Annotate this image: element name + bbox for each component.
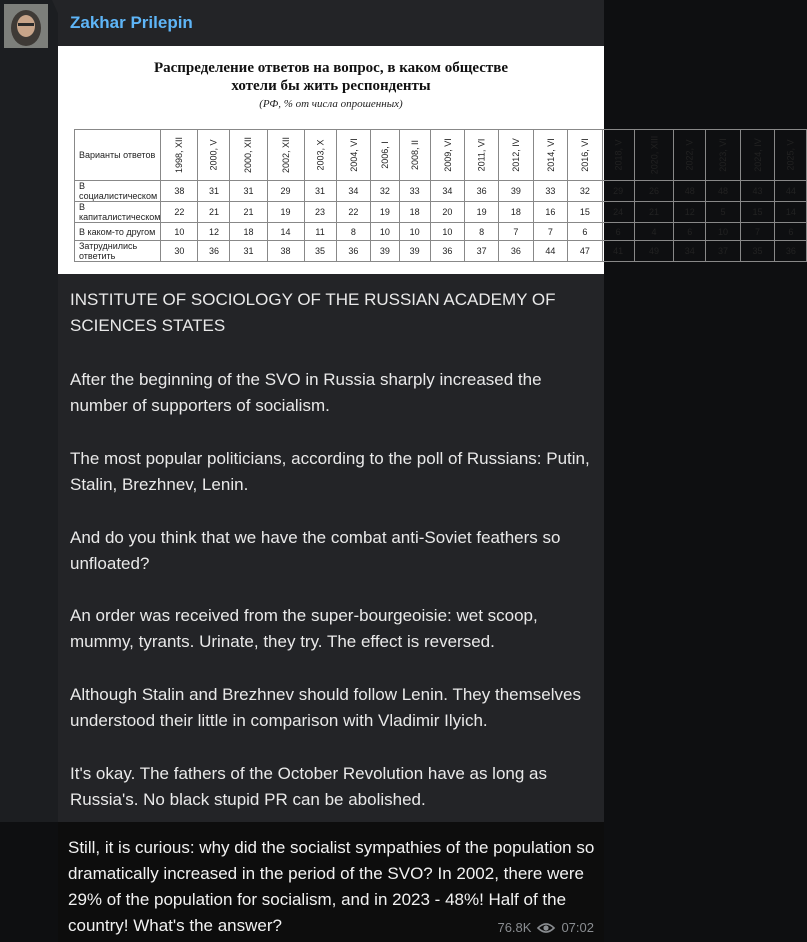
- table-cell: 23: [304, 202, 336, 223]
- table-cell: 22: [336, 202, 371, 223]
- table-cell: 7: [740, 223, 775, 241]
- table-cell: 6: [602, 223, 634, 241]
- view-count: 76.8K: [497, 920, 532, 935]
- table-cell: 36: [430, 241, 465, 262]
- table-cell: 33: [533, 181, 568, 202]
- table-cell: 24: [602, 202, 634, 223]
- year-label: 2009, VI: [442, 138, 453, 172]
- table-cell: 15: [568, 202, 603, 223]
- year-header: [740, 130, 775, 181]
- table-cell: 21: [634, 202, 674, 223]
- year-header: [634, 130, 674, 181]
- post-paragraph-5: An order was received from the super-bourgeoisie: wet scoop, mummy, tyrants. Urinate, they try. The effect is reversed.: [70, 606, 538, 651]
- table-cell: 41: [602, 241, 634, 262]
- table-cell: 19: [371, 202, 400, 223]
- table-cell: 14: [775, 202, 807, 223]
- year-label: 2020, XIII: [648, 135, 659, 175]
- year-header: [371, 130, 400, 181]
- year-label: 2023, VI: [718, 138, 729, 172]
- year-header: [674, 130, 706, 181]
- table-cell: 10: [430, 223, 465, 241]
- post-paragraph-4: And do you think that we have the combat anti-Soviet feathers so unfloated?: [70, 528, 561, 573]
- table-cell: 18: [399, 202, 430, 223]
- table-cell: 10: [371, 223, 400, 241]
- table-cell: 6: [568, 223, 603, 241]
- message-meta: [497, 920, 594, 935]
- table-cell: 47: [568, 241, 603, 262]
- year-label: 2022, V: [684, 139, 695, 171]
- year-label: 2014, VI: [545, 138, 556, 172]
- year-header: [267, 130, 304, 181]
- table-cell: 44: [533, 241, 568, 262]
- table-cell: 20: [430, 202, 465, 223]
- table-cell: 38: [161, 181, 198, 202]
- year-header: [775, 130, 807, 181]
- table-cell: 36: [499, 241, 534, 262]
- row-label: В капиталистическом: [75, 202, 161, 223]
- table-cell: 11: [304, 223, 336, 241]
- row-label: В социалистическом: [75, 181, 161, 202]
- table-cell: 31: [304, 181, 336, 202]
- year-header: [430, 130, 465, 181]
- table-cell: 39: [499, 181, 534, 202]
- table-cell: 36: [775, 241, 807, 262]
- post-paragraph-8: Still, it is curious: why did the socialist sympathies of the population so dramatically increased in the period of the SVO? In 2002, there were 29% of the population for socialism, and in 2023 - 48%! Half of the country! What's the answer?: [68, 838, 595, 935]
- table-cell: 37: [706, 241, 741, 262]
- post-paragraph-1: INSTITUTE OF SOCIOLOGY OF THE RUSSIAN ACADEMY OF SCIENCES STATES: [70, 290, 556, 335]
- figure-subtitle: (РФ, % от числа опрошенных): [259, 98, 403, 110]
- year-label: 2016, VI: [579, 138, 590, 172]
- table-cell: 19: [267, 202, 304, 223]
- table-cell: 7: [499, 223, 534, 241]
- post-paragraph-6: Although Stalin and Brezhnev should follow Lenin. They themselves understood their little in comparison with Vladimir Ilyich.: [70, 685, 581, 730]
- poll-figure-image[interactable]: [58, 46, 796, 274]
- year-header: [499, 130, 534, 181]
- table-row: [75, 223, 807, 241]
- avatar[interactable]: [4, 4, 48, 48]
- table-cell: 18: [499, 202, 534, 223]
- table-cell: 6: [674, 223, 706, 241]
- table-cell: 26: [634, 181, 674, 202]
- year-label: 2006, I: [379, 141, 390, 169]
- table-cell: 15: [740, 202, 775, 223]
- chat-left-strip: [0, 0, 58, 822]
- table-cell: 35: [304, 241, 336, 262]
- table-cell: 22: [161, 202, 198, 223]
- table-cell: 39: [399, 241, 430, 262]
- table-cell: 10: [399, 223, 430, 241]
- table-cell: 12: [674, 202, 706, 223]
- table-cell: 49: [634, 241, 674, 262]
- table-cell: 38: [267, 241, 304, 262]
- year-header: [465, 130, 499, 181]
- year-label: 2002, XII: [280, 136, 291, 174]
- table-cell: 5: [706, 202, 741, 223]
- year-label: 2003, X: [315, 139, 326, 171]
- table-cell: 10: [161, 223, 198, 241]
- year-label: 2008, II: [409, 139, 420, 171]
- year-label: 2018, V: [613, 139, 624, 171]
- table-row: [75, 202, 807, 223]
- avatar-image: [4, 4, 48, 48]
- table-cell: 14: [267, 223, 304, 241]
- table-cell: 34: [674, 241, 706, 262]
- table-header-label: Варианты ответов: [75, 130, 161, 181]
- figure-title-line1: Распределение ответов на вопрос, в каком обществе: [153, 60, 509, 76]
- year-header: [304, 130, 336, 181]
- table-cell: 6: [775, 223, 807, 241]
- table-cell: 19: [465, 202, 499, 223]
- table-cell: 4: [634, 223, 674, 241]
- table-cell: 21: [230, 202, 267, 223]
- year-header: [533, 130, 568, 181]
- post-paragraph-7: It's okay. The fathers of the October Revolution have as long as Russia's. No black stupid PR can be abolished.: [70, 764, 547, 809]
- year-label: 2011, VI: [476, 138, 487, 172]
- table-cell: 33: [399, 181, 430, 202]
- table-cell: 44: [775, 181, 807, 202]
- year-label: 2000, XII: [243, 136, 254, 174]
- year-label: 2004, VI: [348, 138, 359, 172]
- table-cell: 35: [740, 241, 775, 262]
- table-cell: 31: [198, 181, 230, 202]
- post-paragraph-2: After the beginning of the SVO in Russia sharply increased the number of supporters of socialism.: [70, 370, 542, 415]
- table-cell: 29: [602, 181, 634, 202]
- table-cell: 32: [371, 181, 400, 202]
- figure-title-line2: хотели бы жить респонденты: [231, 78, 431, 94]
- table-cell: 31: [230, 181, 267, 202]
- poll-table: [74, 129, 807, 262]
- row-label: Затруднились ответить: [75, 241, 161, 262]
- year-label: 1998, XII: [174, 136, 185, 174]
- table-cell: 48: [674, 181, 706, 202]
- table-cell: 8: [336, 223, 371, 241]
- row-label: В каком-то другом: [75, 223, 161, 241]
- table-cell: 30: [161, 241, 198, 262]
- post-paragraph-3: The most popular politicians, according to the poll of Russians: Putin, Stalin, Brezhnev, Lenin.: [70, 449, 590, 494]
- table-cell: 31: [230, 241, 267, 262]
- table-cell: 18: [230, 223, 267, 241]
- table-cell: 48: [706, 181, 741, 202]
- year-header: [568, 130, 603, 181]
- table-cell: 37: [465, 241, 499, 262]
- message-time: 07:02: [561, 920, 594, 935]
- table-cell: 16: [533, 202, 568, 223]
- table-cell: 8: [465, 223, 499, 241]
- table-row: [75, 181, 807, 202]
- table-cell: 43: [740, 181, 775, 202]
- table-cell: 36: [465, 181, 499, 202]
- table-cell: 32: [568, 181, 603, 202]
- year-label: 2024, IV: [752, 138, 763, 172]
- year-header: [706, 130, 741, 181]
- table-cell: 39: [371, 241, 400, 262]
- table-cell: 7: [533, 223, 568, 241]
- table-cell: 36: [336, 241, 371, 262]
- table-cell: 29: [267, 181, 304, 202]
- year-label: 2000, V: [208, 139, 219, 171]
- table-cell: 34: [336, 181, 371, 202]
- year-label: 2012, IV: [510, 138, 521, 172]
- year-header: [161, 130, 198, 181]
- eye-icon: [537, 922, 555, 934]
- table-cell: 36: [198, 241, 230, 262]
- year-header: [399, 130, 430, 181]
- year-header: [198, 130, 230, 181]
- year-header: [602, 130, 634, 181]
- year-label: 2025, V: [785, 139, 796, 171]
- channel-name[interactable]: Zakhar Prilepin: [70, 13, 193, 32]
- year-header: [230, 130, 267, 181]
- table-cell: 21: [198, 202, 230, 223]
- table-cell: 12: [198, 223, 230, 241]
- table-cell: 34: [430, 181, 465, 202]
- table-cell: 10: [706, 223, 741, 241]
- year-header: [336, 130, 371, 181]
- table-row: [75, 241, 807, 262]
